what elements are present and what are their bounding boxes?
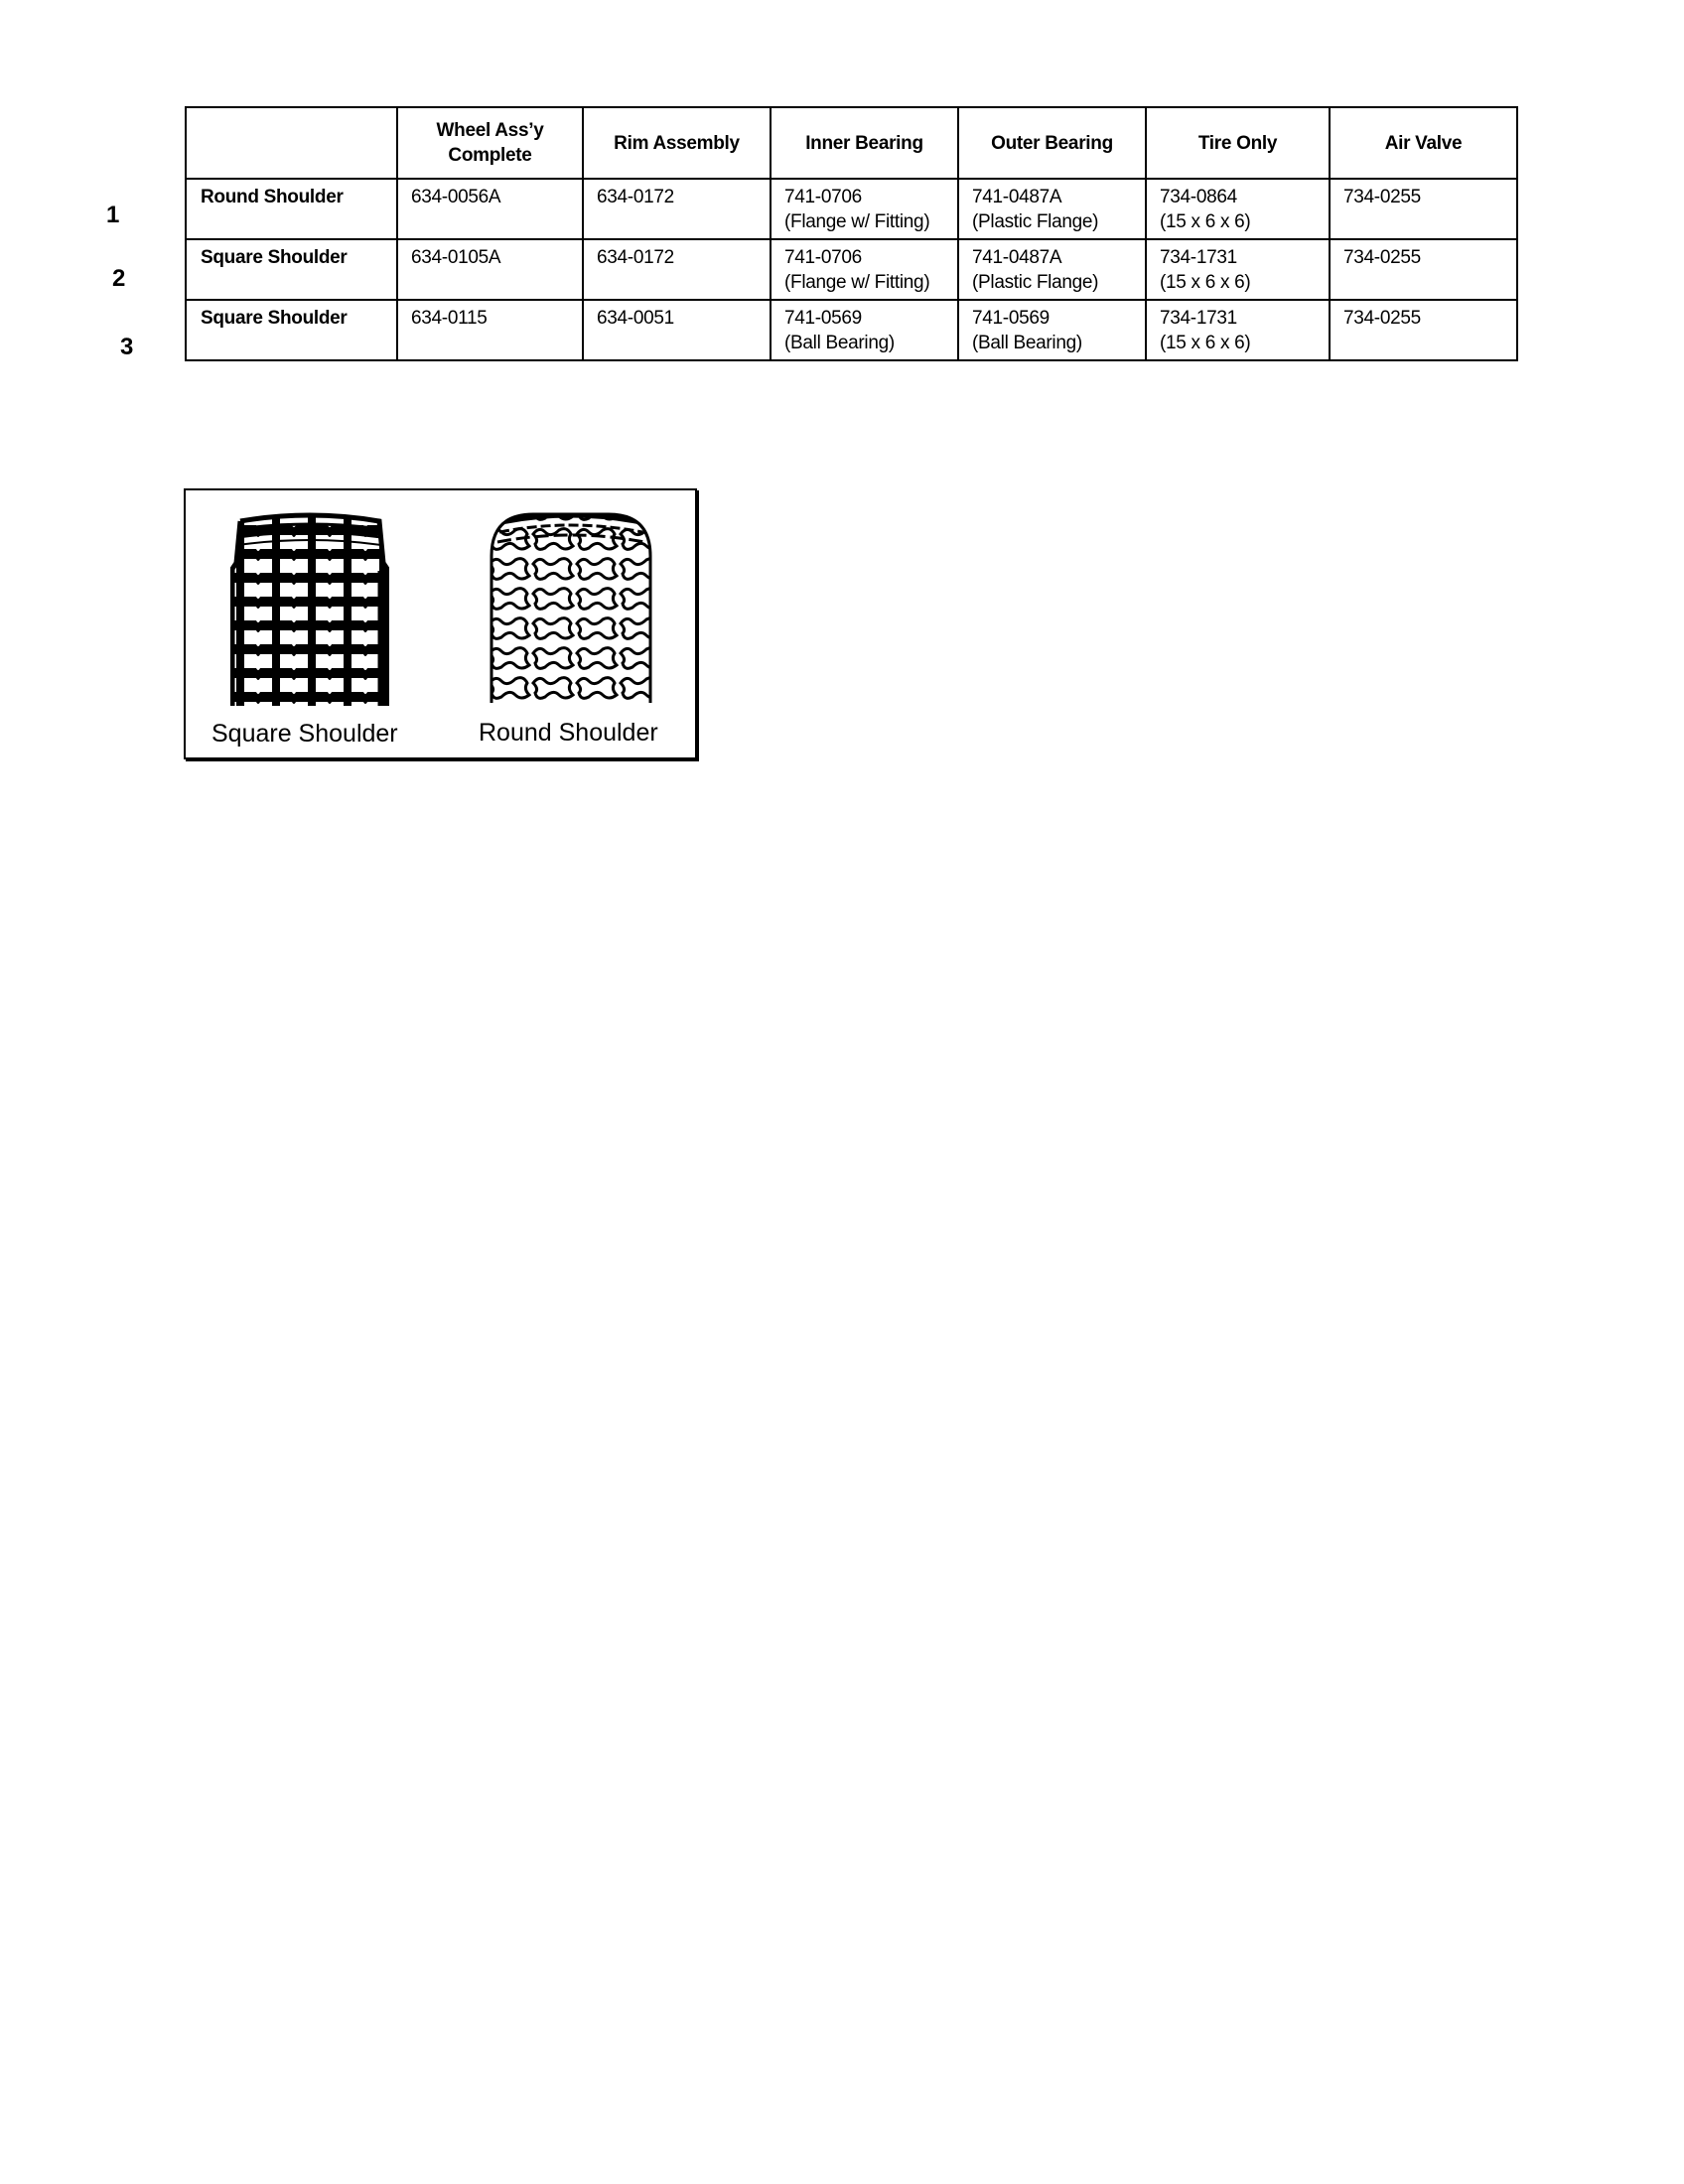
cell-inner-bearing (771, 239, 958, 300)
round-shoulder-label: Round Shoulder (479, 719, 658, 747)
header-blank (186, 107, 397, 179)
part-description: (Flange w/ Fitting) (784, 211, 930, 232)
header-air-valve: Air Valve (1330, 107, 1517, 179)
header-line: Complete (448, 145, 532, 166)
part-number: 741-0569 (972, 308, 1050, 329)
part-number: 734-0864 (1160, 187, 1237, 207)
cell-air-valve: 734-0255 (1330, 300, 1517, 360)
header-rim-assembly: Rim Assembly (583, 107, 771, 179)
part-number: 741-0487A (972, 247, 1062, 268)
row-number-2: 2 (112, 265, 126, 292)
row-label: Square Shoulder (186, 239, 397, 300)
table-row (186, 179, 1517, 239)
cell-wheel-assy: 634-0105A (397, 239, 583, 300)
cell-wheel-assy: 634-0115 (397, 300, 583, 360)
cell-inner-bearing (771, 179, 958, 239)
part-description: (15 x 6 x 6) (1160, 272, 1251, 293)
row-number-1: 1 (106, 202, 120, 228)
cell-outer-bearing (958, 300, 1146, 360)
table-row (186, 300, 1517, 360)
cell-rim-assembly: 634-0051 (583, 300, 771, 360)
round-shoulder-tread-icon (488, 510, 654, 703)
part-description: (Plastic Flange) (972, 272, 1099, 293)
part-description: (Ball Bearing) (784, 333, 895, 353)
header-line: Wheel Ass’y (436, 120, 544, 141)
table-row (186, 239, 1517, 300)
part-number: 741-0706 (784, 187, 862, 207)
square-shoulder-tread-icon (230, 511, 389, 706)
wheel-parts-table (185, 106, 1518, 361)
cell-outer-bearing (958, 239, 1146, 300)
row-number-3: 3 (120, 334, 134, 360)
table-header-row (186, 107, 1517, 179)
part-number: 741-0706 (784, 247, 862, 268)
cell-outer-bearing (958, 179, 1146, 239)
cell-air-valve: 734-0255 (1330, 179, 1517, 239)
cell-rim-assembly: 634-0172 (583, 239, 771, 300)
part-number: 734-1731 (1160, 308, 1237, 329)
header-inner-bearing: Inner Bearing (771, 107, 958, 179)
part-description: (Flange w/ Fitting) (784, 272, 930, 293)
cell-tire-only (1146, 179, 1330, 239)
part-number: 741-0487A (972, 187, 1062, 207)
part-description: (Plastic Flange) (972, 211, 1099, 232)
cell-tire-only (1146, 300, 1330, 360)
part-description: (15 x 6 x 6) (1160, 333, 1251, 353)
cell-rim-assembly: 634-0172 (583, 179, 771, 239)
cell-air-valve: 734-0255 (1330, 239, 1517, 300)
tire-tread-illustration (184, 488, 697, 759)
cell-tire-only (1146, 239, 1330, 300)
cell-wheel-assy: 634-0056A (397, 179, 583, 239)
part-number: 741-0569 (784, 308, 862, 329)
part-description: (15 x 6 x 6) (1160, 211, 1251, 232)
part-number: 734-1731 (1160, 247, 1237, 268)
header-tire-only: Tire Only (1146, 107, 1330, 179)
header-outer-bearing: Outer Bearing (958, 107, 1146, 179)
header-wheel-assy-complete (397, 107, 583, 179)
row-label: Round Shoulder (186, 179, 397, 239)
cell-inner-bearing (771, 300, 958, 360)
row-label: Square Shoulder (186, 300, 397, 360)
part-description: (Ball Bearing) (972, 333, 1082, 353)
square-shoulder-label: Square Shoulder (211, 720, 398, 748)
